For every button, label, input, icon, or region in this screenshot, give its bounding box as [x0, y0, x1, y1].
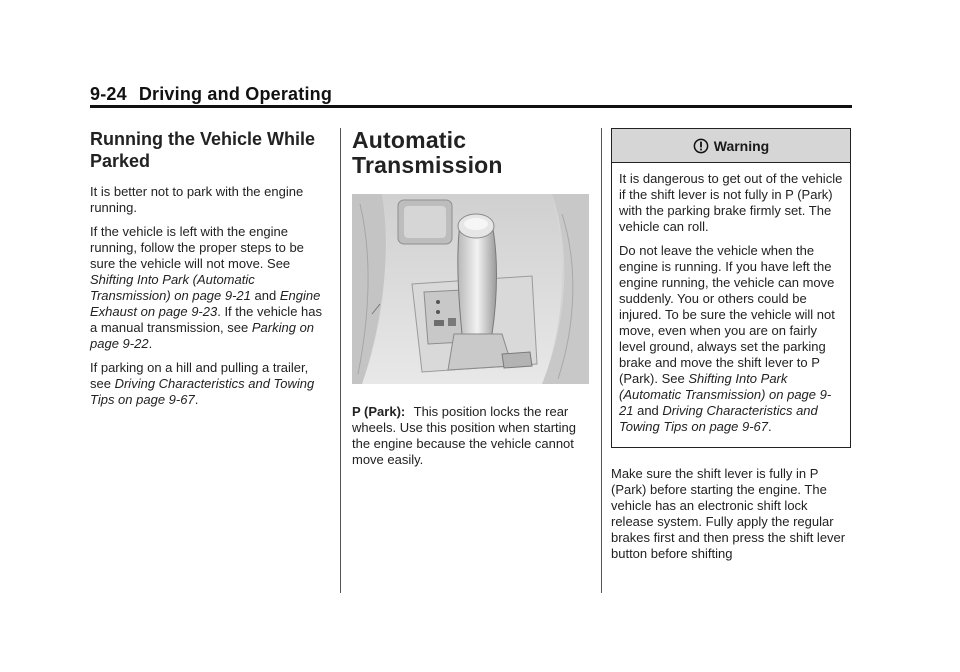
warning-paragraph-2 — [619, 243, 844, 435]
page-header — [90, 82, 852, 108]
paragraph-engine-running — [90, 224, 322, 352]
paragraph-park — [352, 404, 590, 468]
text: Do not leave the vehicle when the engine is running. If you have left the engine running, the vehicle can move suddenly. You or others could be injured. To be sure the vehicle will not move, even when you are on fairly level ground, always set the parking brake and move the shift lever to P (Park). See — [619, 243, 835, 386]
text: If parking on a hill and pulling a trailer, see — [90, 360, 309, 391]
section-heading-running: Running the Vehicle While Parked — [90, 129, 316, 171]
column-middle — [352, 128, 590, 476]
cross-reference-link[interactable]: Engine Exhaust on page 9-23 — [90, 288, 321, 319]
warning-paragraph-1: It is dangerous to get out of the vehicle if the shift lever is not fully in P (Park) with the parking brake firmly set. The vehicle can roll. — [619, 171, 843, 234]
section-heading-transmission: Automatic Transmission — [352, 127, 503, 178]
warning-header — [612, 129, 850, 163]
text: . If the vehicle has a manual transmission, see — [90, 304, 322, 335]
paragraph-shift-lock: Make sure the shift lever is fully in P (Park) before starting the engine. The vehicle has an electronic shift lock release system. Fully apply the regular brakes first and then press the shift lever button before shifting — [611, 466, 846, 561]
paragraph-hill-trailer — [90, 360, 322, 408]
page-number: 9-24 — [90, 84, 127, 104]
cross-reference-link[interactable]: Driving Characteristics and Towing Tips on page 9-67 — [90, 376, 315, 407]
text: and — [254, 288, 277, 303]
warning-title: Warning — [713, 137, 770, 154]
cross-reference-link[interactable]: Parking on page 9-22 — [90, 320, 315, 351]
warning-body — [612, 163, 850, 447]
shift-lever-illustration — [352, 194, 589, 384]
column-left — [90, 128, 322, 416]
text: . — [194, 392, 199, 407]
cross-reference-link[interactable]: Shifting Into Park (Automatic Transmission) on page 9-21 — [619, 371, 832, 418]
header-text — [90, 84, 332, 105]
text: and — [637, 403, 659, 418]
text: This position locks the rear wheels. Use this position when starting the engine because the vehicle cannot move easily. — [352, 404, 577, 467]
text: . — [768, 419, 772, 434]
cross-reference-link[interactable]: Shifting Into Park (Automatic Transmission) on page 9-21 — [90, 272, 255, 303]
column-divider-1 — [340, 128, 341, 593]
text: If the vehicle is left with the engine running, follow the proper steps to be sure the vehicle will not move. See — [90, 224, 304, 271]
cross-reference-link[interactable]: Driving Characteristics and Towing Tips on page 9-67 — [619, 403, 818, 434]
text: . — [148, 336, 153, 351]
warning-icon — [693, 138, 709, 154]
paragraph-intro: It is better not to park with the engine running. — [90, 184, 304, 215]
warning-box — [611, 128, 851, 448]
term-park: P (Park): — [352, 404, 406, 419]
column-right — [611, 128, 851, 570]
section-title: Driving and Operating — [138, 84, 333, 104]
column-divider-2 — [601, 128, 602, 593]
